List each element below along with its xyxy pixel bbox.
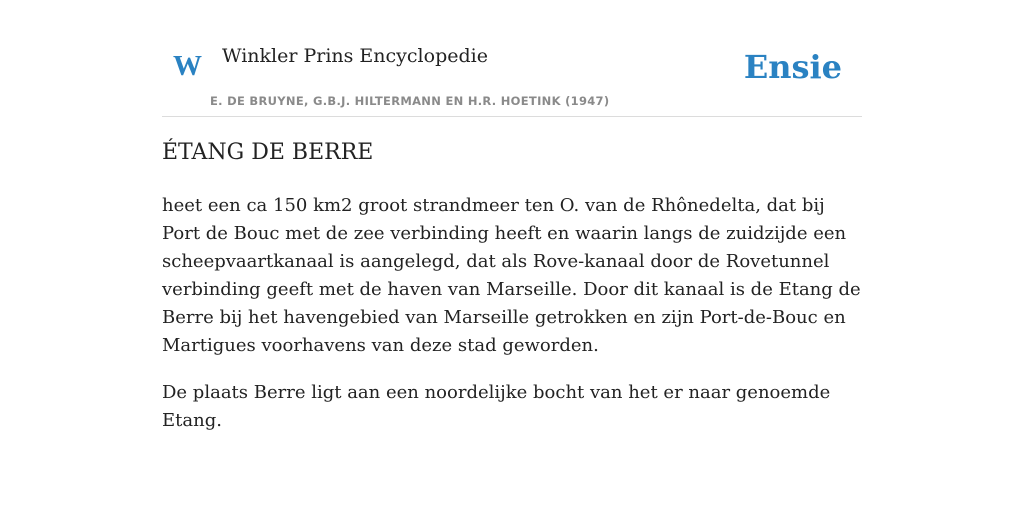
source-header xyxy=(162,0,862,117)
winkler-prins-logo[interactable]: W xyxy=(173,50,202,82)
article-paragraph: De plaats Berre ligt aan een noordelijke bocht van het er naar genoemde Etang. xyxy=(162,382,831,431)
ensie-logo-link[interactable]: Ensie xyxy=(743,48,842,86)
article-body xyxy=(162,192,862,454)
source-authors: E. DE BRUYNE, G.B.J. HILTERMANN EN H.R. HOETINK (1947) xyxy=(210,94,610,108)
article-paragraph: heet een ca 150 km2 groot strandmeer ten O. van de Rhônedelta, dat bij Port de Bouc met de zee verbinding heeft en waarin langs de zuidzijde een scheepvaartkanaal is aangelegd, dat als Rove-kanaal door de Rovetunnel verbinding geeft met de haven van Marseille. Door dit kanaal is de Etang de Berre bij het havengebied van Marseille getrokken en zijn Port-de-Bouc en Martigues voorhavens van deze stad geworden. xyxy=(162,195,861,356)
article-title: ÉTANG DE BERRE xyxy=(162,140,374,165)
source-title-link[interactable]: Winkler Prins Encyclopedie xyxy=(222,45,488,67)
